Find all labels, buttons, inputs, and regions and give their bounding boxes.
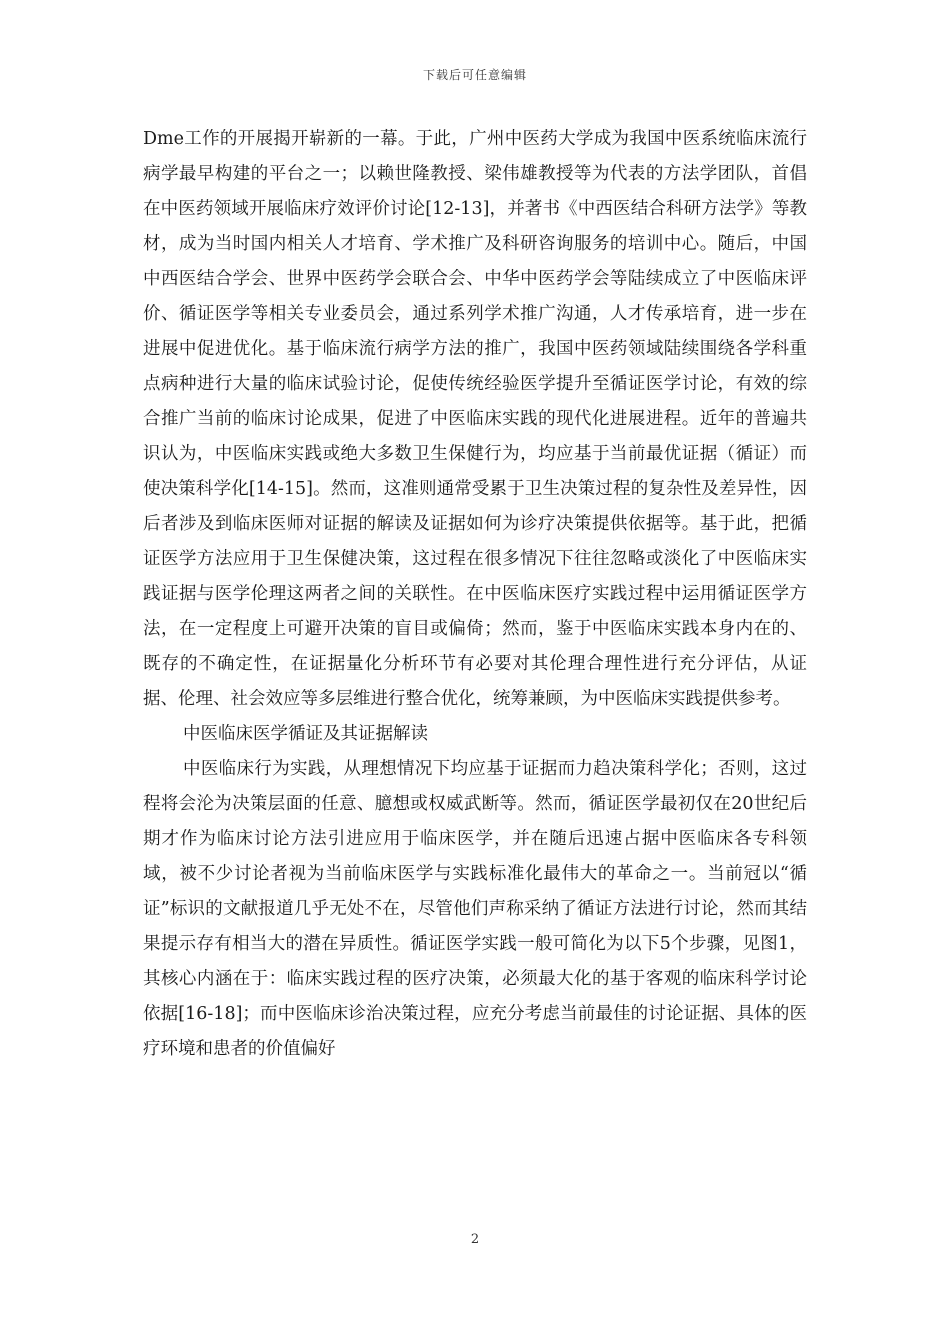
page-header: 下载后可任意编辑	[422, 68, 527, 82]
section-heading: 中医临床医学循证及其证据解读	[183, 724, 428, 744]
paragraph-continued: Dme工作的开展揭开崭新的一幕。于此，广州中医药大学成为我国中医系统临床流行病学最早构建的平台之一；以赖世隆教授、梁伟雄教授等为代表的方法学团队，首倡在中医药领域开展临床疗效评价讨论[12-13]，并著书《中西医结合科研方法学》等教材，成为当时国内相关人才培育、学术推广及科研咨询服务的培训中心。随后，中国中西医结合学会、世界中医药学会联合会、中华中医药学会等陆续成立了中医临床评价、循证医学等相关专业委员会，通过系列学术推广沟通，人才传承培育，进一步在进展中促进优化。基于临床流行病学方法的推广，我国中医药领域陆续围绕各学科重点病种进行大量的临床试验讨论，促使传统经验医学提升至循证医学讨论，有效的综合推广当前的临床讨论成果，促进了中医临床实践的现代化进展进程。近年的普遍共识认为，中医临床实践或绝大多数卫生保健行为，均应基于当前最优证据（循证）而使决策科学化[14-15]。然而，这准则通常受累于卫生决策过程的复杂性及差异性，因后者涉及到临床医师对证据的解读及证据如何为诊疗决策提供依据等。基于此，把循证医学方法应用于卫生保健决策，这过程在很多情况下往往忽略或淡化了中医临床实践证据与医学伦理这两者之间的关联性。在中医临床医疗实践过程中运用循证医学方法，在一定程度上可避开决策的盲目或偏倚；然而，鉴于中医临床实践本身内在的、既存的不确定性，在证据量化分析环节有必要对其伦理合理性进行充分评估，从证据、伦理、社会效应等多层维进行整合优化，统筹兼顾，为中医临床实践提供参考。	[143, 129, 807, 709]
document-body	[143, 122, 807, 1067]
paragraph: 中医临床行为实践，从理想情况下均应基于证据而力趋决策科学化；否则，这过程将会沦为决策层面的任意、臆想或权威武断等。然而，循证医学最初仅在20世纪后期才作为临床讨论方法引进应用于临床医学，并在随后迅速占据中医临床各专科领域，被不少讨论者视为当前临床医学与实践标准化最伟大的革命之一。当前冠以“循证”标识的文献报道几乎无处不在，尽管他们声称采纳了循证方法进行讨论，然而其结果提示存有相当大的潜在异质性。循证医学实践一般可简化为以下5个步骤，见图1，其核心内涵在于：临床实践过程的医疗决策，必须最大化的基于客观的临床科学讨论依据[16-18]；而中医临床诊治决策过程，应充分考虑当前最佳的讨论证据、具体的医疗环境和患者的价值偏好	[143, 759, 807, 1059]
page-number: 2	[470, 1232, 480, 1247]
